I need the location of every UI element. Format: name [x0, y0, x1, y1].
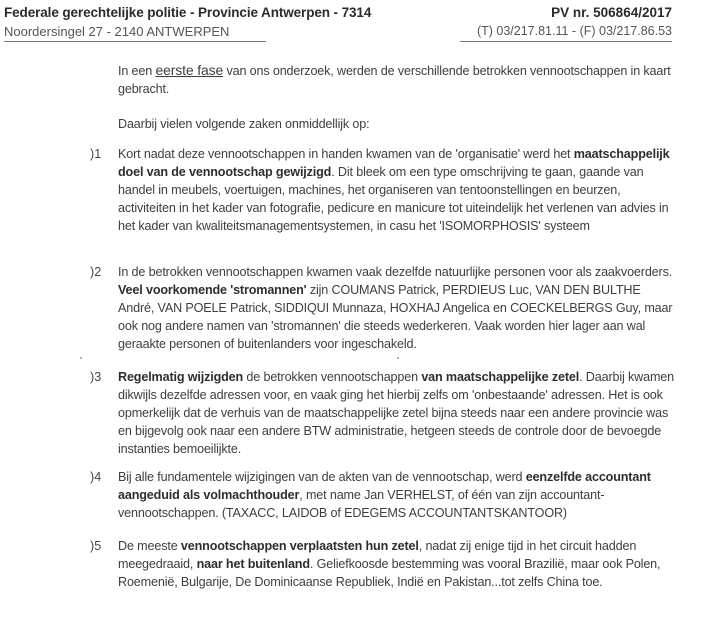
item-emphasis: maatschappelijk doel van de vennootschap gewijzigd: [118, 147, 670, 179]
header-rule-right: [460, 41, 672, 42]
item-number: )5: [90, 539, 102, 553]
intro-text-b: van ons onderzoek, werden de verschillende betrokken vennootschappen in kaart gebracht.: [118, 64, 671, 96]
item-number: )4: [90, 470, 102, 484]
list-item: [118, 145, 678, 235]
organization-name: Federale gerechtelijke politie - Provincie Antwerpen - 7314: [4, 5, 372, 20]
item-number: )3: [90, 370, 102, 384]
intro-text-a: In een: [118, 64, 156, 78]
item-text: . Dit bleek om een type omschrijving te gaan, gaande van handel in meubels, voertuigen, machines, het organiseren van tentoonstellingen en beurzen, activiteiten in het kader van fotografie, pedicure en manicure tot uiteindelijk het verlenen van advies in het kader van kwaliteitsmanagementsystemen, in casu het 'ISOMORPHOSIS' systeem: [118, 165, 669, 233]
item-text: Kort nadat deze vennootschappen in handen kwamen van de 'organisatie' werd het: [118, 147, 574, 161]
scan-speck: [397, 357, 399, 359]
item-number: )1: [90, 147, 102, 161]
pv-number: PV nr. 506864/2017: [551, 5, 672, 20]
item-text: . Geliefkoosde bestemming was vooral Brazilië, maar ook Polen, Roemenië, Bulgarije, De Dominicaanse Republiek, Indië en Pakistan...tot zelfs China toe.: [118, 557, 661, 589]
list-item: [118, 537, 678, 591]
intro-paragraph: [118, 61, 678, 98]
header-rule-left: [4, 41, 266, 42]
organization-address: Noordersingel 27 - 2140 ANTWERPEN: [4, 24, 230, 39]
item-emphasis: vennootschappen verplaatsten hun zetel: [180, 539, 419, 553]
phone-fax: (T) 03/217.81.11 - (F) 03/217.86.53: [476, 24, 672, 38]
item-emphasis: Regelmatig wijzigden: [118, 370, 244, 384]
lead-in-paragraph: Daarbij vielen volgende zaken onmiddellijk op:: [118, 117, 370, 131]
item-text: . Daarbij kwamen dikwijls dezelfde adressen voor, en vaak ging het hierbij zelfs om 'onbestaande' adressen. Het is ook opmerkelijk dat de verhuis van de maatschappelijke zetel bijna steeds naar een andere provincie was en bijgevolg ook naar een andere BTW administratie, hetgeen steeds de controle door de bevoegde instanties bemoeilijkte.: [118, 370, 674, 456]
item-emphasis: Veel voorkomende 'stromannen': [118, 283, 307, 297]
item-text: De meeste: [118, 539, 181, 553]
item-text: In de betrokken vennootschappen kwamen vaak dezelfde natuurlijke personen voor als zaakvoerders.: [118, 265, 673, 279]
item-emphasis: van maatschappelijke zetel: [421, 370, 580, 384]
item-text: , met name Jan VERHELST, of één van zijn accountant-vennootschappen. (TAXACC, LAIDOB of EDEGEMS ACCOUNTANTSKANTOOR): [118, 488, 605, 520]
item-text: Bij alle fundamentele wijzigingen van de akten van de vennootschap, werd: [118, 470, 526, 484]
intro-underlined-phrase: eerste fase: [155, 62, 224, 78]
item-number: )2: [90, 265, 102, 279]
item-text: , nadat zij enige tijd in het circuit hadden meegedraaid,: [118, 539, 637, 571]
item-emphasis: eenzelfde accountant aangeduid als volmachthouder: [118, 470, 651, 502]
list-item: [118, 263, 678, 353]
scan-speck: [80, 357, 82, 359]
document-header: [4, 5, 672, 45]
item-emphasis: naar het buitenland: [196, 557, 310, 571]
item-text: de betrokken vennootschappen: [243, 370, 422, 384]
list-item: [118, 368, 678, 458]
list-item: [118, 468, 678, 522]
item-text: zijn COUMANS Patrick, PERDIEUS Luc, VAN DEN BULTHE André, VAN POELE Patrick, SIDDIQUI Munnaza, HOXHAJ Angelica en COECKELBERGS Guy, maar ook nog andere namen van 'stromannen' die steeds wederkeren. Vaak worden hier lager aan wal geraakte personen of buitenlanders voor ingeschakeld.: [118, 283, 673, 351]
